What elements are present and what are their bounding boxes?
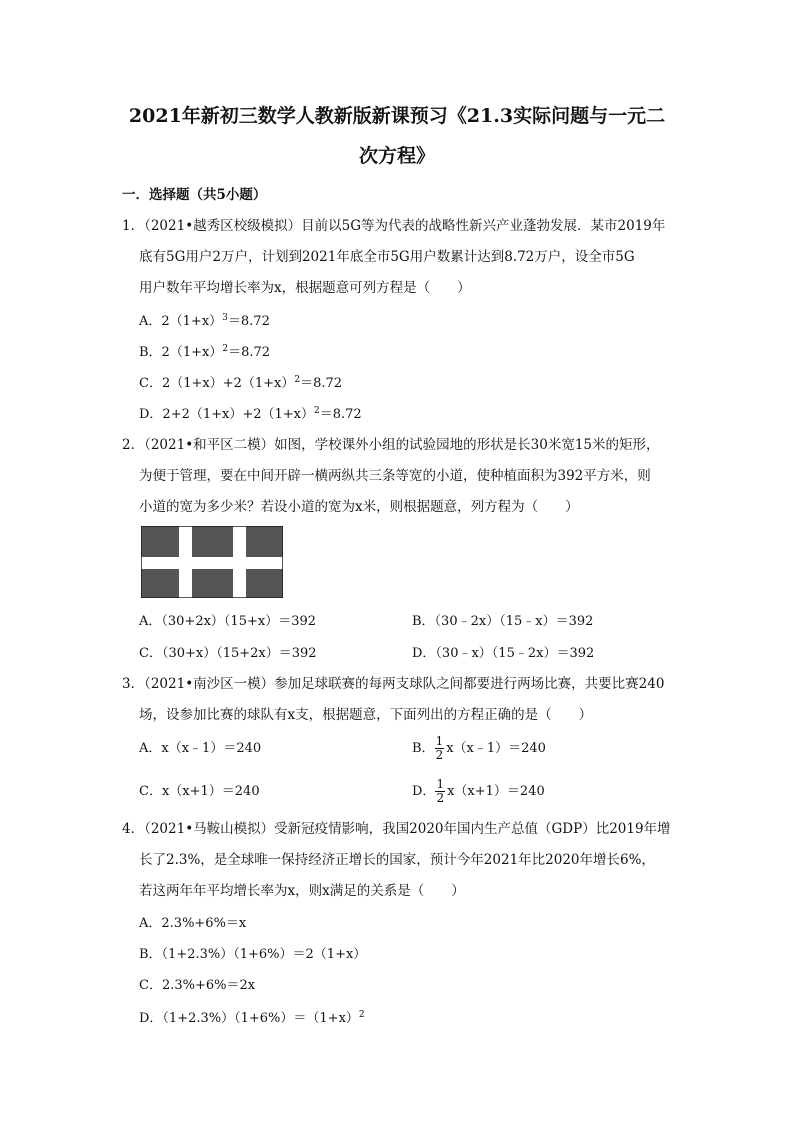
q3-option-d [412, 778, 545, 805]
q1-option-a-exponent: 3 [222, 313, 228, 323]
q3-option-b-numerator: 1 [435, 734, 444, 748]
horizontal-path [141, 557, 283, 569]
q1-option-b-exponent: 2 [222, 344, 229, 354]
q4-option-d-base: D．（1+2.3%）（1+6%）＝（1+x） [139, 1011, 359, 1026]
q3-option-b-expression: x（x﹣1）＝240 [446, 741, 546, 756]
q4-stem-line-3: 若这两年年平均增长率为x，则x满足的关系是（ ） [139, 883, 465, 899]
q4-option-b: B．（1+2.3%）（1+6%）＝2（1+x） [139, 947, 367, 962]
q1-option-b-base: B．2（1+x） [139, 345, 223, 360]
q2-option-a: A．（30+2x）（15+x）＝392 [139, 614, 317, 629]
q3-stem-line-2: 场，设参加比赛的球队有x支，根据题意，下面列出的方程正确的是（ ） [139, 707, 593, 723]
q4-option-d-exponent: 2 [358, 1010, 365, 1020]
q3-option-b-label: B． [412, 741, 435, 756]
section-heading: 一．选择题（共5小题） [122, 187, 267, 203]
q3-option-d-expression: x（x+1）＝240 [447, 784, 545, 799]
q4-option-a: A．2.3%+6%＝x [139, 916, 247, 931]
q1-option-d-rhs: ＝8.72 [319, 407, 362, 422]
document-title-line-2: 次方程》 [358, 145, 435, 167]
q4-option-d [139, 1011, 365, 1025]
q3-option-b [412, 735, 546, 762]
q4-stem-line-1: 4．（2021•马鞍山模拟）受新冠疫情影响，我国2020年国内生产总值（GDP）比2019年增 [122, 821, 671, 837]
q1-option-a-base: A．2（1+x） [139, 314, 223, 329]
document-title-line-1: 2021年新初三数学人教新版新课预习《21.3实际问题与一元二 [128, 105, 666, 127]
q1-option-c-base: C．2（1+x）+2（1+x） [139, 376, 295, 391]
q3-option-d-fraction [435, 778, 445, 805]
q1-option-d-exponent: 2 [314, 406, 320, 416]
q1-option-b-rhs: ＝8.72 [228, 345, 271, 360]
q3-stem-line-1: 3．（2021•南沙区一模）参加足球联赛的每两支球队之间都要进行两场比赛，共要比赛240 [122, 676, 665, 692]
q1-option-a [139, 314, 270, 328]
q3-option-b-denominator: 2 [435, 748, 444, 762]
q2-stem-line-2: 为便于管理，要在中间开辟一横两纵共三条等宽的小道，使种植面积为392平方米，则 [139, 468, 651, 484]
q2-option-d: D．（30﹣x）（15﹣2x）＝392 [412, 646, 595, 661]
q3-option-d-label: D． [412, 784, 436, 799]
q1-option-d [139, 407, 362, 421]
q3-option-c: C．x（x+1）＝240 [139, 784, 260, 799]
q1-stem-line-1: 1．（2021•越秀区校级模拟）目前以5G等为代表的战略性新兴产业蓬勃发展．某市2019年 [122, 218, 666, 234]
q1-option-c-exponent: 2 [294, 375, 301, 385]
q2-option-b: B．（30﹣2x）（15﹣x）＝392 [412, 614, 594, 629]
q3-option-a: A．x（x﹣1）＝240 [139, 741, 262, 756]
q1-option-c-rhs: ＝8.72 [300, 376, 343, 391]
q2-stem-line-3: 小道的宽为多少米？若设小道的宽为x米，则根据题意，列方程为（ ） [139, 499, 579, 515]
q2-option-c: C．（30+x）（15+2x）＝392 [139, 646, 317, 661]
vertical-path-left [179, 526, 192, 598]
vertical-path-right [233, 526, 246, 598]
q1-option-b [139, 345, 270, 359]
q3-option-b-fraction [435, 735, 445, 762]
q4-option-c: C．2.3%+6%＝2x [139, 978, 256, 993]
q1-stem-line-2: 底有5G用户2万户，计划到2021年底全市5G用户数累计达到8.72万户，设全市5G [139, 249, 635, 265]
q2-stem-line-1: 2．（2021•和平区二模）如图，学校课外小组的试验园地的形状是长30米宽15米的矩形， [122, 437, 660, 453]
q1-stem-line-3: 用户数年平均增长率为x，根据题意可列方程是（ ） [139, 280, 471, 296]
q1-option-a-rhs: ＝8.72 [227, 314, 270, 329]
q1-option-d-base: D．2+2（1+x）+2（1+x） [139, 407, 315, 422]
q1-option-c [139, 376, 342, 390]
q3-option-d-numerator: 1 [436, 777, 445, 791]
q4-stem-line-2: 长了2.3%，是全球唯一保持经济正增长的国家，预计今年2021年比2020年增长6%， [139, 852, 655, 868]
q3-option-d-denominator: 2 [436, 791, 445, 805]
garden-path-figure [141, 526, 283, 598]
